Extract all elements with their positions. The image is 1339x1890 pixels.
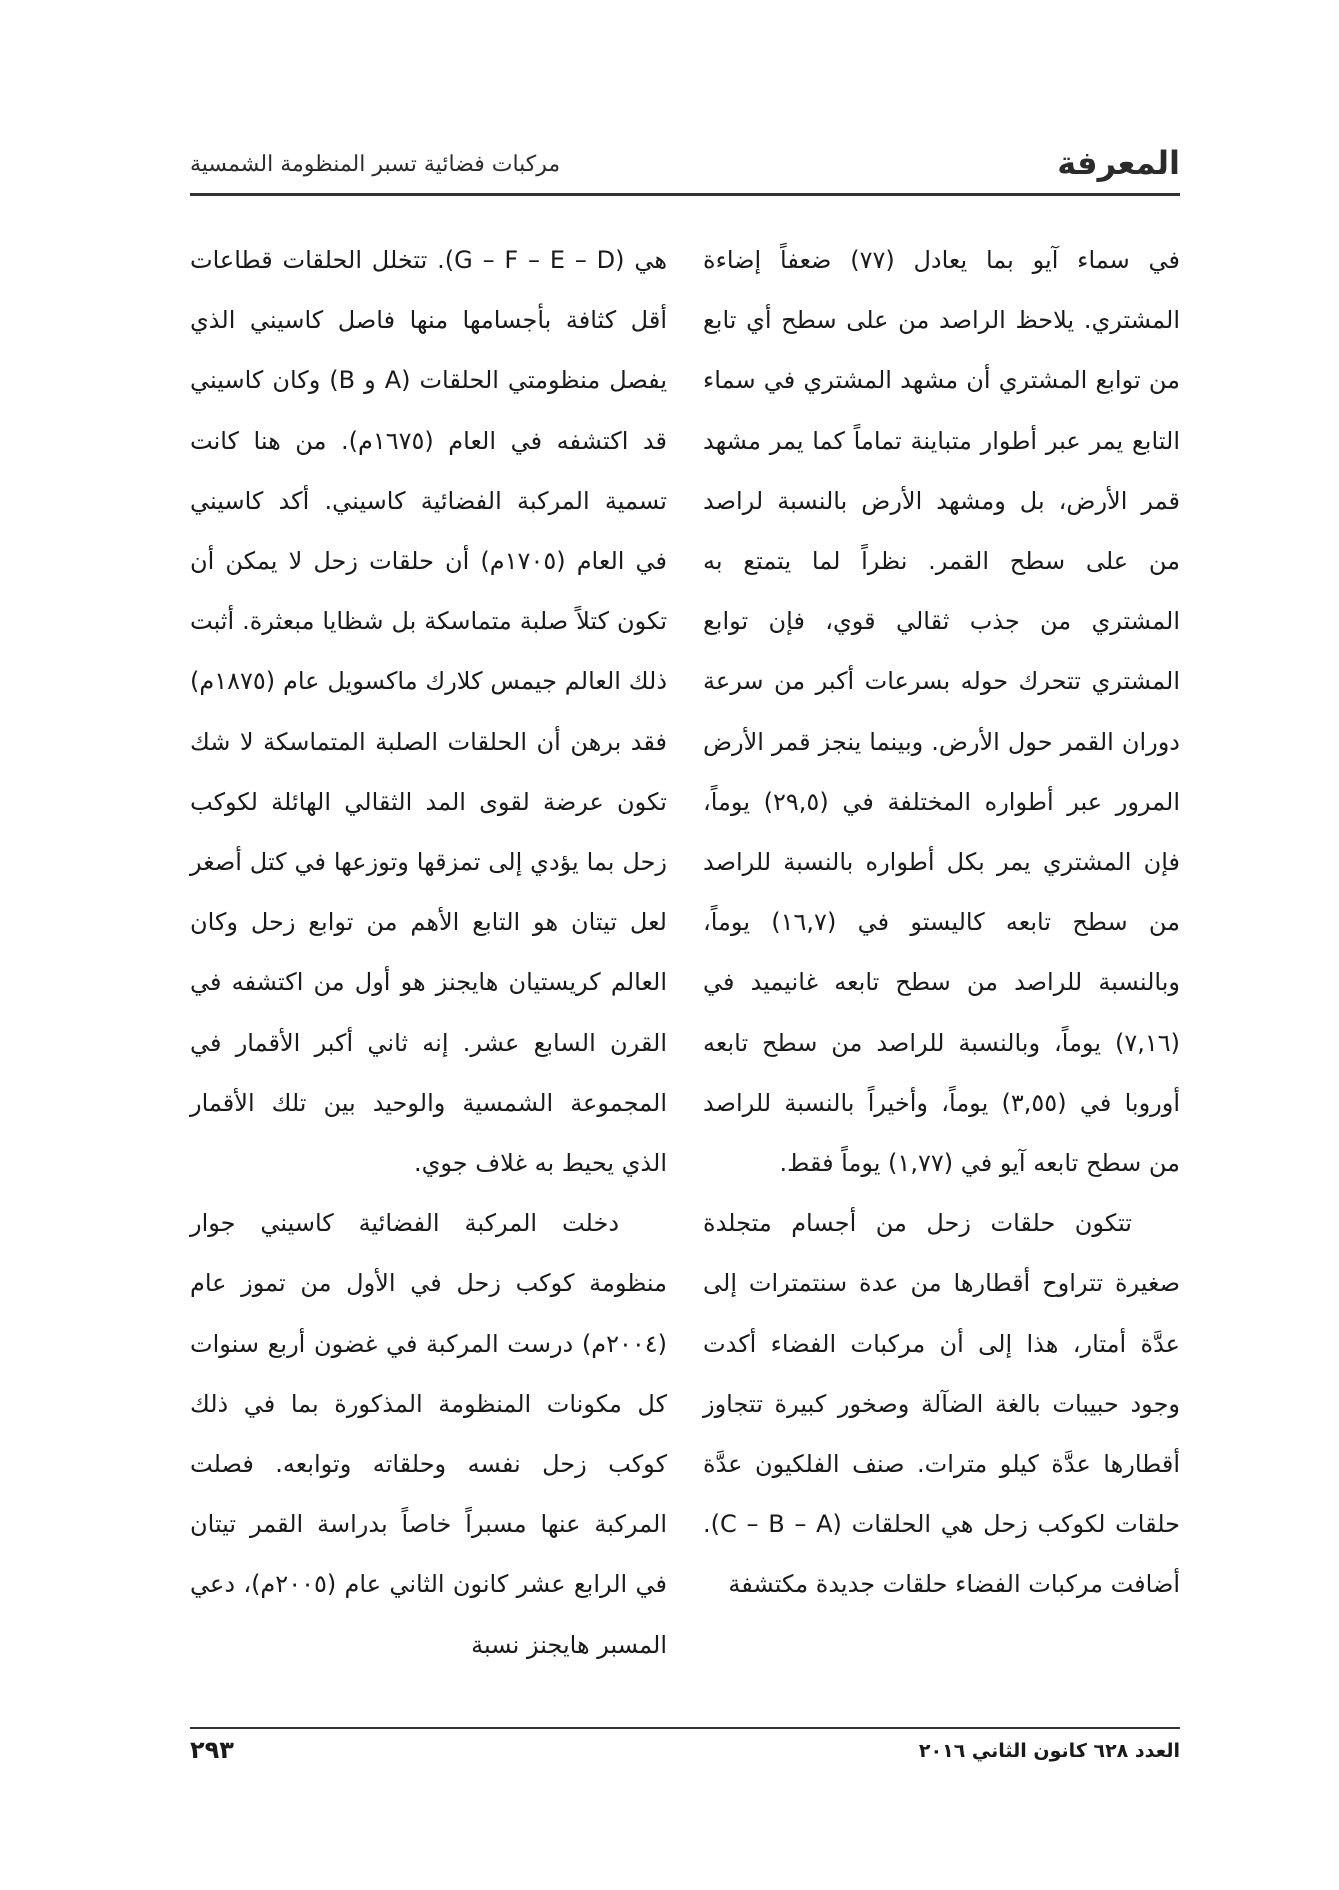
page-number: ٢٩٣ <box>190 1736 234 1764</box>
left-column <box>190 230 667 1675</box>
paragraph: دخلت المركبة الفضائية كاسيني جوار منظومة كوكب زحل في الأول من تموز عام (٢٠٠٤م) درست المركبة في غضون أربع سنوات كل مكونات المنظومة المذكورة بما في ذلك كوكب زحل نفسه وحلقاته وتوابعه. فصلت المركبة عنها مسبراً خاصاً بدراسة القمر تيتان في الرابع عشر كانون الثاني عام (٢٠٠٥م)، دعي المسبر هايجنز نسبة <box>190 1209 667 1659</box>
issue-info: العدد ٦٢٨ كانون الثاني ٢٠١٦ <box>918 1740 1180 1762</box>
paragraph: هي (G – F – E – D). تتخلل الحلقات قطاعات أقل كثافة بأجسامها منها فاصل كاسيني الذي يفصل منظومتي الحلقات (A و B) وكان كاسيني قد اكتشفه في العام (١٦٧٥م). من هنا كانت تسمية المركبة الفضائية كاسيني. أكد كاسيني في العام (١٧٠٥م) أن حلقات زحل لا يمكن أن تكون كتلاً صلبة متماسكة بل شظايا مبعثرة. أثبت ذلك العالم جيمس كلارك ماكسويل عام (١٨٧٥م) فقد برهن أن الحلقات الصلبة المتماسكة لا شك تكون عرضة لقوى المد الثقالي الهائلة لكوكب زحل بما يؤدي إلى تمزقها وتوزعها في كتل أصغر لعل تيتان هو التابع الأهم من توابع زحل وكان العالم كريستيان هايجنز هو أول من اكتشفه في القرن السابع عشر. إنه ثاني أكبر الأقمار في المجموعة الشمسية والوحيد بين تلك الأقمار الذي يحيط به غلاف جوي. <box>190 246 668 1178</box>
paragraph: تتكون حلقات زحل من أجسام متجلدة صغيرة تتراوح أقطارها من عدة سنتمترات إلى عدَّة أمتار، هذا إلى أن مركبات الفضاء أكدت وجود حبيبات بالغة الضآلة وصخور كبيرة تتجاوز أقطارها عدَّة كيلو مترات. صنف الفلكيون عدَّة حلقات لكوكب زحل هي الحلقات (C – B – A). أضافت مركبات الفضاء حلقات جديدة مكتشفة <box>703 1209 1181 1599</box>
article-title: مركبات فضائية تسبر المنظومة الشمسية <box>190 152 561 177</box>
running-header <box>190 138 1180 196</box>
paragraph: في سماء آيو بما يعادل (٧٧) ضعفاً إضاءة المشتري. يلاحظ الراصد من على سطح أي تابع من توابع المشتري أن مشهد المشتري في سماء التابع يمر عبر أطوار متباينة تماماً كما يمر مشهد قمر الأرض، بل ومشهد الأرض بالنسبة لراصد من على سطح القمر. نظراً لما يتمتع به المشتري من جذب ثقالي قوي، فإن توابع المشتري تتحرك حوله بسرعات أكبر من سرعة دوران القمر حول الأرض. وبينما ينجز قمر الأرض المرور عبر أطواره المختلفة في (٢٩,٥) يوماً، فإن المشتري يمر بكل أطواره بالنسبة للراصد من سطح تابعه كاليستو في (١٦,٧) يوماً، وبالنسبة للراصد من سطح تابعه غانيميد في (٧,١٦) يوماً، وبالنسبة للراصد من سطح تابعه أوروبا في (٣,٥٥) يوماً، وأخيراً بالنسبة للراصد من سطح تابعه آيو في (١,٧٧) يوماً فقط. <box>703 246 1181 1178</box>
right-column <box>703 230 1180 1615</box>
magazine-logo: المعرفة <box>1057 144 1180 182</box>
header-rule <box>190 193 1180 196</box>
footer-rule <box>190 1727 1180 1729</box>
